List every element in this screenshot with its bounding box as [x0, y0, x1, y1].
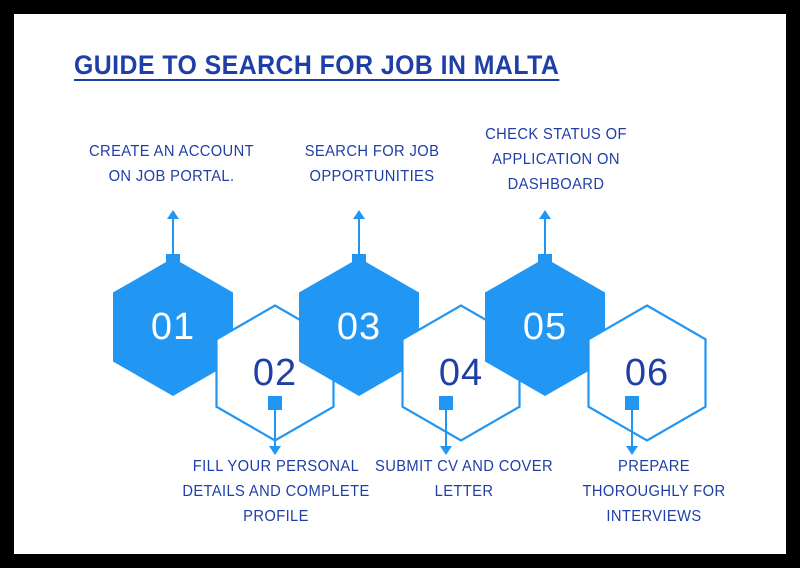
connector-arrow-06 — [625, 396, 639, 458]
step-hexagon-06[interactable] — [587, 304, 707, 442]
step-number-01: 01 — [150, 305, 196, 348]
step-caption-06: PREPARE THOROUGHLY FOR INTERVIEWS — [582, 458, 726, 526]
connector-arrow-04 — [439, 396, 453, 458]
connector-arrow-02 — [268, 396, 282, 458]
step-caption-02: FILL YOUR PERSONAL DETAILS AND COMPLETE PROFILE — [182, 458, 370, 526]
step-number-04: 04 — [438, 351, 484, 394]
step-number-02: 02 — [252, 351, 298, 394]
step-caption-01: CREATE AN ACCOUNT ON JOB PORTAL. — [89, 143, 254, 186]
step-caption-04: SUBMIT CV AND COVER LETTER — [375, 458, 553, 501]
step-caption-03: SEARCH FOR JOB OPPORTUNITIES — [304, 143, 440, 186]
page-title: GUIDE TO SEARCH FOR JOB IN MALTA — [74, 50, 560, 80]
step-caption-05: CHECK STATUS OF APPLICATION ON DASHBOARD — [485, 126, 627, 194]
step-number-03: 03 — [336, 305, 382, 348]
infographic-sheet — [14, 14, 786, 554]
step-number-05: 05 — [522, 305, 568, 348]
step-number-06: 06 — [624, 351, 670, 394]
